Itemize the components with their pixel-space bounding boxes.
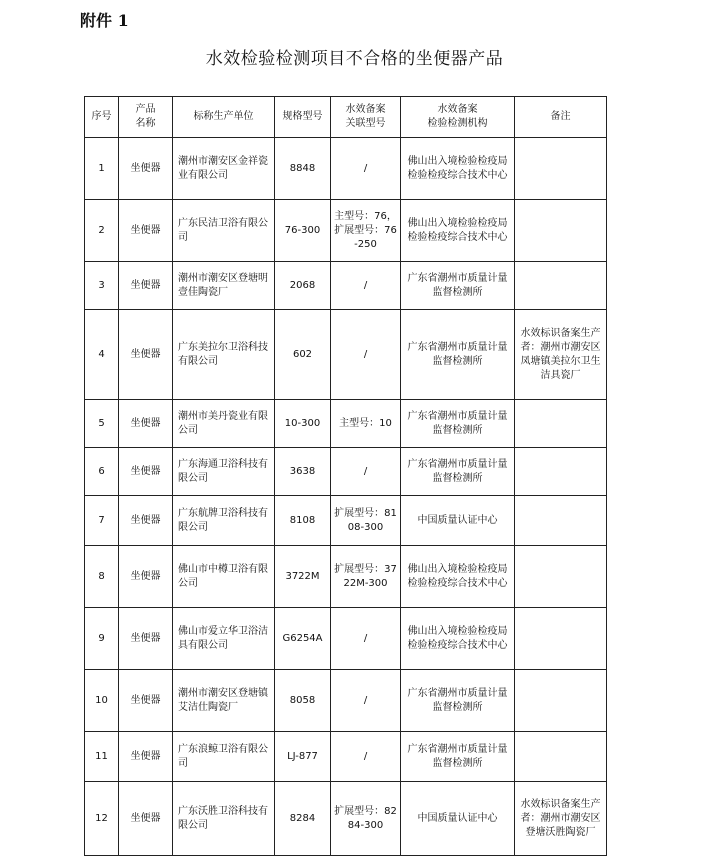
- row-model: 2068: [275, 262, 331, 310]
- header-model: 规格型号: [275, 97, 331, 138]
- row-no: 9: [85, 608, 119, 670]
- table-row: [85, 138, 607, 200]
- row-linked: 扩展型号：8284-300: [331, 782, 401, 856]
- row-linked: /: [331, 670, 401, 732]
- row-product: 坐便器: [119, 200, 173, 262]
- row-maker: 广东美拉尔卫浴科技有限公司: [173, 310, 275, 400]
- row-model: G6254A: [275, 608, 331, 670]
- row-no: 12: [85, 782, 119, 856]
- row-linked: 扩展型号：3722M-300: [331, 546, 401, 608]
- row-lab: 佛山出入境检验检疫局检验检疫综合技术中心: [401, 608, 515, 670]
- table-row: [85, 608, 607, 670]
- row-lab: 佛山出入境检验检疫局检验检疫综合技术中心: [401, 200, 515, 262]
- row-no: 11: [85, 732, 119, 782]
- row-no: 4: [85, 310, 119, 400]
- row-maker: 潮州市潮安区金祥瓷业有限公司: [173, 138, 275, 200]
- header-no: 序号: [85, 97, 119, 138]
- row-product: 坐便器: [119, 732, 173, 782]
- row-linked: /: [331, 138, 401, 200]
- table-row: [85, 670, 607, 732]
- row-note: [515, 262, 607, 310]
- table-row: [85, 400, 607, 448]
- row-note: [515, 448, 607, 496]
- row-no: 10: [85, 670, 119, 732]
- row-maker: 广东航牌卫浴科技有限公司: [173, 496, 275, 546]
- table-row: [85, 200, 607, 262]
- row-lab: 广东省潮州市质量计量监督检测所: [401, 448, 515, 496]
- row-lab: 广东省潮州市质量计量监督检测所: [401, 310, 515, 400]
- row-linked: /: [331, 608, 401, 670]
- row-no: 2: [85, 200, 119, 262]
- table-row: [85, 782, 607, 856]
- row-product: 坐便器: [119, 262, 173, 310]
- row-model: 3722M: [275, 546, 331, 608]
- row-product: 坐便器: [119, 400, 173, 448]
- row-lab: 佛山出入境检验检疫局检验检疫综合技术中心: [401, 138, 515, 200]
- table-header-row: [85, 97, 607, 138]
- header-note: 备注: [515, 97, 607, 138]
- row-maker: 潮州市美丹瓷业有限公司: [173, 400, 275, 448]
- table-row: [85, 546, 607, 608]
- row-note: [515, 496, 607, 546]
- header-linked: 水效备案 关联型号: [331, 97, 401, 138]
- row-note: 水效标识备案生产者：潮州市潮安区登塘沃胜陶瓷厂: [515, 782, 607, 856]
- row-product: 坐便器: [119, 496, 173, 546]
- row-note: [515, 732, 607, 782]
- row-model: LJ-877: [275, 732, 331, 782]
- row-note: [515, 200, 607, 262]
- row-model: 8284: [275, 782, 331, 856]
- header-lab: 水效备案 检验检测机构: [401, 97, 515, 138]
- row-linked: /: [331, 310, 401, 400]
- row-maker: 潮州市潮安区登塘镇艾洁仕陶瓷厂: [173, 670, 275, 732]
- row-product: 坐便器: [119, 608, 173, 670]
- row-maker: 广东民洁卫浴有限公司: [173, 200, 275, 262]
- row-lab: 佛山出入境检验检疫局检验检疫综合技术中心: [401, 546, 515, 608]
- row-model: 8848: [275, 138, 331, 200]
- row-note: [515, 138, 607, 200]
- row-product: 坐便器: [119, 670, 173, 732]
- row-model: 602: [275, 310, 331, 400]
- row-note: [515, 608, 607, 670]
- row-note: [515, 546, 607, 608]
- table-row: [85, 310, 607, 400]
- row-linked: 主型号：10: [331, 400, 401, 448]
- row-no: 8: [85, 546, 119, 608]
- row-model: 10-300: [275, 400, 331, 448]
- row-model: 8108: [275, 496, 331, 546]
- row-lab: 广东省潮州市质量计量监督检测所: [401, 262, 515, 310]
- row-linked: /: [331, 448, 401, 496]
- row-no: 7: [85, 496, 119, 546]
- row-maker: 佛山市爱立华卫浴洁具有限公司: [173, 608, 275, 670]
- attachment-label: 附件 1: [80, 11, 129, 30]
- row-no: 5: [85, 400, 119, 448]
- table-row: [85, 732, 607, 782]
- row-product: 坐便器: [119, 546, 173, 608]
- row-linked: /: [331, 262, 401, 310]
- table-row: [85, 448, 607, 496]
- row-product: 坐便器: [119, 138, 173, 200]
- row-maker: 广东沃胜卫浴科技有限公司: [173, 782, 275, 856]
- row-lab: 广东省潮州市质量计量监督检测所: [401, 400, 515, 448]
- row-maker: 潮州市潮安区登塘明壹佳陶瓷厂: [173, 262, 275, 310]
- row-no: 3: [85, 262, 119, 310]
- row-no: 6: [85, 448, 119, 496]
- table-row: [85, 496, 607, 546]
- row-linked: /: [331, 732, 401, 782]
- row-note: 水效标识备案生产者：潮州市潮安区凤塘镇美拉尔卫生洁具瓷厂: [515, 310, 607, 400]
- product-table: [84, 96, 607, 856]
- row-model: 8058: [275, 670, 331, 732]
- row-maker: 佛山市中樽卫浴有限公司: [173, 546, 275, 608]
- page-title: 水效检验检测项目不合格的坐便器产品: [205, 49, 504, 69]
- row-note: [515, 400, 607, 448]
- row-product: 坐便器: [119, 782, 173, 856]
- row-product: 坐便器: [119, 310, 173, 400]
- row-maker: 广东海通卫浴科技有限公司: [173, 448, 275, 496]
- row-linked: 扩展型号：8108-300: [331, 496, 401, 546]
- row-lab: 广东省潮州市质量计量监督检测所: [401, 670, 515, 732]
- row-note: [515, 670, 607, 732]
- row-lab: 中国质量认证中心: [401, 782, 515, 856]
- row-model: 76-300: [275, 200, 331, 262]
- row-maker: 广东浪鲸卫浴有限公司: [173, 732, 275, 782]
- header-maker: 标称生产单位: [173, 97, 275, 138]
- row-model: 3638: [275, 448, 331, 496]
- row-no: 1: [85, 138, 119, 200]
- row-lab: 广东省潮州市质量计量监督检测所: [401, 732, 515, 782]
- row-lab: 中国质量认证中心: [401, 496, 515, 546]
- row-product: 坐便器: [119, 448, 173, 496]
- header-product: 产品 名称: [119, 97, 173, 138]
- table-row: [85, 262, 607, 310]
- row-linked: 主型号：76，扩展型号：76-250: [331, 200, 401, 262]
